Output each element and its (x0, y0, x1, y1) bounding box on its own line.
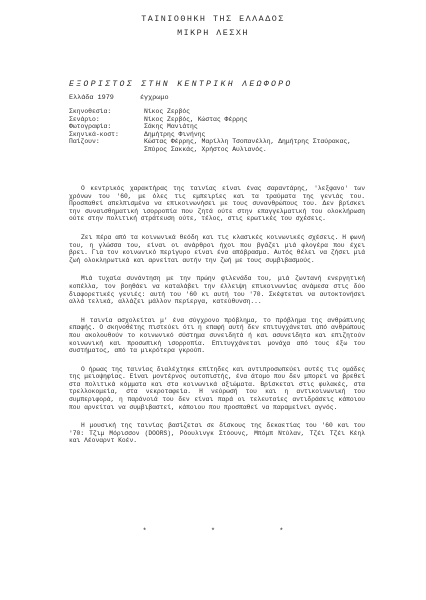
color-format: έγχρωμο (139, 94, 169, 102)
credits-list (69, 108, 414, 154)
asterisk: * (210, 528, 216, 536)
archive-name: ΤΑΙΝΙΟΘΗΚΗ ΤΗΣ ΕΛΛΑΔΟΣ (141, 14, 285, 24)
credit-role: Σκηνοθεσία: (69, 108, 112, 115)
paragraph: Ζει πέρα από τα κοινωνικά θεόδη και τις κλασικές κοινωνικές σχέσεις. Η φωνή του, η γλώσσα του, είναι οι ανάρθροι ήχοι που βγάζει μιά φλογέρα που έχει βρει. Για τον κοινωνικό περίγυρο είναι ένα απόβρασμα. Αυτός θέλει να ζήσει μιά ζωή ολοκληρωτικά και αρνείται αυτήν την ζωή με τους συμβιβασμούς. (69, 233, 365, 264)
credit-names: Νίκος Ζερβός, Κώστας Φέρρης (144, 115, 248, 123)
credit-names: Σάκης Μανιάτης (144, 123, 198, 131)
club-name: ΜΙΚΡΗ ΛΕΣΧΗ (177, 28, 249, 38)
credit-names: Δημήτρης Φινήνης (144, 130, 206, 138)
credit-row (69, 116, 414, 124)
credit-names: Νίκος Ζερβός (144, 108, 191, 115)
paragraph: Ο ήρωας της ταινίας διαλέχτηκε επίτηδες και αντιπροσωπεύει αυτές τις ομάδες της μειοψηφίας. Είναι μοντέρνος ουτοπιστής, ένα άτομο που δεν μπορεί να βρεθεί στα πολιτικά κόμματα και στα κοινωνικά αξιώματα. Βρίσκεται στις φυλακές, στα τρελλοκομεία, στα νεκροταφεία. Η νεύρωσή του και η αντικοινωνική του συμπεριφορά, η παράνοιά του δεν είναι παρά οι τελευταίες αντιδράσεις κάποιου που αρνείται να συμβιβαστεί, κάποιου που προσπαθεί να παραμείνει αγνός. (69, 365, 365, 411)
paragraph: Η ταινία ασχολείται μ' ένα σύγχρονο πρόβλημα, το πρόβλημα της ανθρώπινης επαφής. Ο σκηνοθέτης πιστεύει ότι η επαφή αυτή δεν επιτυγχάνεται από ανθρώπους που ακολουθούν το κοινωνικό σύστημα συνειδητά ή και ασυνείδητα και επιζητούν κοινωνική και προσωπική ισορροπία. Επιτυγχάνεται μονάχα από τους έξω του συστήματος, από τα μικρότερα γκρούπ. (69, 316, 365, 355)
paragraph: Η μουσική της ταινίας βασίζεται σε δίσκους της δεκαετίας του '60 και του '70: Τζιμ Μόρισσον (DOORS), Ρόουλινγκ Στόουνς, Μπόμπ Ντύλαν, Τζέι Τζέι Κέηλ και Λέοναρντ Κοέν. (69, 422, 365, 445)
credit-row (69, 138, 414, 153)
credit-role: Σενάριο: (69, 115, 100, 123)
asterisk: * (279, 528, 284, 536)
credit-role: Φωτογραφία: (69, 123, 112, 131)
credit-role: Παίζουν: (69, 138, 100, 146)
credit-row (69, 108, 414, 116)
paragraph: Μιά τυχαία συνάντηση με την πρώην φιλενάδα του, μιά ζωντανή ενεργητική κοπέλλα, τον βοηθάει να καταλάβει την έλλειψη επικοινωνίας ανάμεσα στις δύο διαφορετικές γενιές: αυτή του '60 κι αυτή του '70. Σκέφτεται να αυτοκτονήσει αλλά τελικά, αλλάζει μάλλον περίεργα, κατεύθυνση... (69, 275, 365, 306)
credit-role: Σκηνικά-κοστ: (69, 130, 119, 138)
film-title: ΕΞΟΡΙΣΤΟΣ ΣΤΗΝ ΚΕΝΤΡΙΚΗ ΛΕΩΦΟΡΟ (69, 80, 293, 89)
credit-row (69, 131, 414, 139)
asterisk: * (142, 528, 147, 536)
credit-row (69, 123, 414, 131)
film-meta (69, 94, 169, 102)
synopsis (69, 185, 365, 456)
credit-names: Κώστας Φέρρης, Μαρίλλη Τσοπανέλλη, Δημήτρης Σταύρακας, Σπύρος Σακκάς, Χρήστος Αυλιανός. (144, 138, 352, 153)
country-year: Ελλάδα 1979 (69, 94, 114, 102)
end-marks (0, 528, 426, 536)
paragraph: Ο κεντρικός χαρακτήρας της ταινίας είναι ένας σαραντάρης, 'λεξφανο' των χρόνων του '60, με όλες τις εμπειρίες και τα τραύματα της γενιάς του. Προσπαθεί απελπισμένα να επικοινωνήσει με τους συνανθρώπους του. Δεν βρίσκει την συναισθηματική ισορροπία που ζητά ούτε στην επαγγελματική του ολοκλήρωση ούτε στην πολιτική στράτευση ούτε, τέλος, στις ερωτικές του σχέσεις. (69, 185, 365, 223)
